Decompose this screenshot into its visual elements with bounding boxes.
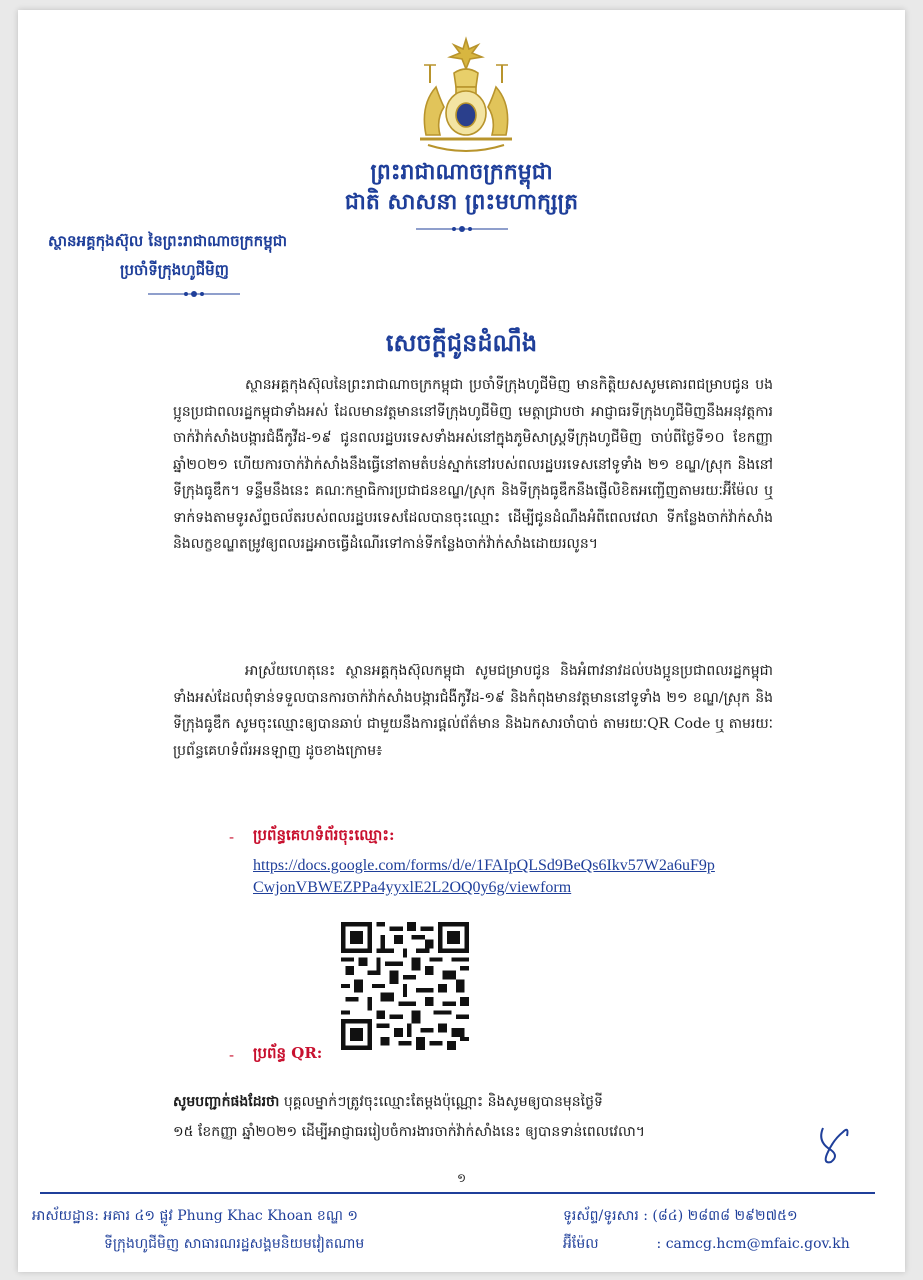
paragraph-1-text: ស្ថានអគ្គកុងស៊ុលនៃព្រះរាជាណាចក្រកម្ពុជា ប្រចាំទីក្រុងហូជីមិញ មានកិត្តិយសសូមគោរពជម្រាបជូន បងប្អូនប្រជាពលរដ្ឋកម្ពុជាទាំងអស់ ដែលមានវត្តមាននៅទីក្រុងហូជីមិញ មេត្តាជ្រាបថា អាជ្ញាធរទីក្រុងហូជីមិញនឹងអនុវត្តការចាក់វ៉ាក់សាំងបង្ការជំងឺកូវីដ-១៩ ជូនពលរដ្ឋបរទេសទាំងអស់នៅក្នុងភូមិសាស្ត្រទីក្រុងហូជីមិញ ចាប់ពីថ្ងៃទី១០ ខែកញ្ញា ឆ្នាំ២០២១ ហើយការចាក់វ៉ាក់សាំងនឹងធ្វើនៅតាមតំបន់ស្នាក់នៅរបស់ពលរដ្ឋបរទេសនៅទូទាំង ២១ ខណ្ឌ/ស្រុក និងនៅទីក្រុងធូឌឹក។ ទន្ទឹមនឹងនេះ គណៈកម្មាធិការប្រជាជនខណ្ឌ/ស្រុក និងទីក្រុងធូឌឹកនឹងផ្ញើលិខិតអញ្ជើញតាមរយៈអ៊ីម៉ែល ឬ ទាក់ទងតាមទូរស័ព្ទចល័តរបស់ពលរដ្ឋបរទេសដែលបានចុះឈ្មោះ ដើម្បីជូនដំណឹងអំពីពេលវេលា ទីកន្លែងចាក់វ៉ាក់សាំង និងលក្ខខណ្ឌតម្រូវឲ្យពលរដ្ឋអាចធ្វើដំណើរទៅកាន់ទីកន្លែងចាក់វ៉ាក់សាំងដោយរលូន។ [173,377,773,552]
paragraph-1 [173,372,773,558]
kingdom-title: ព្រះរាជាណាចក្រកម្ពុជា [370,159,553,185]
footer-email-row [563,1230,850,1258]
paragraph-2-text: អាស្រ័យហេតុនេះ ស្ថានអគ្គកុងស៊ុលកម្ពុជា សូមជម្រាបជូន និងអំពាវនាវដល់បងប្អូនប្រជាពលរដ្ឋកម្ពុជាទាំងអស់ដែលពុំទាន់ទទួលបានការចាក់វ៉ាក់សាំងបង្ការជំងឺកូវីដ-១៩ និងកំពុងមានវត្តមាននៅទូទាំង ២១ ខណ្ឌ/ស្រុក និងទីក្រុងធូឌឹក សូមចុះឈ្មោះឲ្យបានឆាប់ ជាមួយនឹងការផ្តល់ព័ត៌មាន និងឯកសារចាំបាច់ តាមរយៈQR Code ឬ តាមរយៈប្រព័ន្ធគេហទំព័រអនឡាញ ដូចខាងក្រោម៖ [173,663,773,759]
footer-address [32,1202,364,1258]
register-website-label: ប្រព័ន្ធគេហទំព័រចុះឈ្មោះ: [253,826,395,844]
ornament-divider-icon [416,225,508,233]
footer-contact [563,1202,850,1258]
closing-text-1: បុគ្គលម្នាក់ៗត្រូវចុះឈ្មោះតែម្តងប៉ុណ្ណោះ និងសូមឲ្យបានមុនថ្ងៃទី [279,1094,603,1110]
closing-line-1 [173,1087,813,1117]
footer-email[interactable]: : camcg.hcm@mfaic.gov.kh [656,1236,850,1252]
qr-code-icon[interactable] [341,922,469,1050]
notice-title: សេចក្តីជូនដំណឹង [385,328,538,357]
email-label: អ៊ីម៉ែល [563,1236,599,1252]
address-line-1: អាស័យដ្ឋាន: អគារ ៤១ ផ្លូវ Phung Khac Khoan ខណ្ឌ ១ [32,1208,358,1224]
embassy-location: ប្រចាំទីក្រុងហូជីមិញ [120,261,229,279]
document-page [18,10,905,1272]
registration-link-line2[interactable]: CwjonVBWEZPPa4yyxlE2L2OQ0y6g/viewform [253,879,572,896]
address-line-2: ទីក្រុងហូជីមិញ សាធារណរដ្ឋសង្គមនិយមវៀតណាម [104,1236,365,1252]
signature-initial-icon [813,1120,853,1166]
closing-paragraph [173,1087,813,1147]
qr-system-label: ប្រព័ន្ធ QR: [253,1044,323,1062]
closing-text-2: ១៥ ខែកញ្ញា ឆ្នាំ២០២១ ដើម្បីអាជ្ញាធររៀបចំការងារចាក់វ៉ាក់សាំងនេះ ឲ្យបានទាន់ពេលវេលា។ [173,1124,645,1140]
national-motto: ជាតិ សាសនា ព្រះមហាក្សត្រ [344,189,579,215]
bullet-dash: - [229,828,235,846]
embassy-name: ស្ថានអគ្គកុងស៊ុល នៃព្រះរាជាណាចក្រកម្ពុជា [48,232,288,250]
footer-divider [40,1192,875,1194]
paragraph-2 [173,658,773,764]
closing-emphasis: សូមបញ្ជាក់ផងដែរថា [173,1094,280,1110]
page-number: ១ [456,1171,467,1185]
registration-link-line1[interactable]: https://docs.google.com/forms/d/e/1FAIpQLSd9BeQs6Ikv57W2a6uF9p [253,857,715,874]
bullet-dash: - [229,1046,235,1064]
footer-phone: ទូរស័ព្ទ/ទូរសារ : (៨៤) ២៨៣៨ ២៩២៧៥១ [563,1208,798,1224]
royal-coat-of-arms-icon [406,35,526,155]
registration-link[interactable] [253,855,813,899]
ornament-divider-icon [148,290,240,298]
